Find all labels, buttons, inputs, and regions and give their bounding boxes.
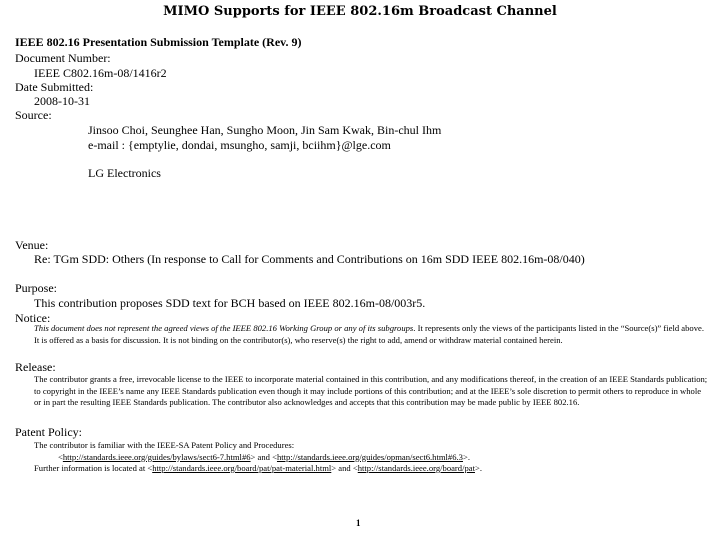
page-title: MIMO Supports for IEEE 802.16m Broadcast Channel <box>163 4 557 19</box>
release-label: Release: <box>15 360 56 374</box>
patent-policy-line2: <http://standards.ieee.org/guides/bylaws/sect6-7.html#6> and <http://standards.ieee.org/guides/opman/sect6.html#6.3>. <box>58 451 470 462</box>
source-label: Source: <box>15 108 52 122</box>
pat-board-link[interactable]: http://standards.ieee.org/board/pat <box>357 463 475 473</box>
source-organization: LG Electronics <box>88 166 161 180</box>
patent-policy-line1: The contributor is familiar with the IEEE-SA Patent Policy and Procedures: <box>34 440 295 450</box>
notice-italic-text: This document does not represent the agreed views of the IEEE 802.16 Working Group or any of its subgroups <box>34 323 414 333</box>
release-text: The contributor grants a free, irrevocable license to the IEEE to incorporate material contained in this contribution, and any modifications thereof, in the creation of an IEEE Standards publication; to copyright in the IEEE’s name any IEEE Standards publication even though it may include portions of this contribution; and at the IEEE’s sole discretion to permit others to reproduce in whole or in part the resulting IEEE Standards publication. The contributor also acknowledges and accepts that this contribution may be made public by IEEE 802.16. <box>34 374 708 407</box>
template-title: IEEE 802.16 Presentation Submission Template (Rev. 9) <box>15 35 302 49</box>
notice-rest-text: . It represents only the views of the participants listed in the “Source(s)” field above. It is offered as a basis for discussion. It is not binding on the contributor(s), who reserve(s) the right to add, amend or withdraw material contained herein. <box>34 323 704 345</box>
purpose-value: This contribution proposes SDD text for BCH based on IEEE 802.16m-08/003r5. <box>34 296 426 310</box>
purpose-label: Purpose: <box>15 281 57 295</box>
and-text-2: and <box>338 463 351 473</box>
document-number-label: Document Number: <box>15 51 111 65</box>
pat-material-link[interactable]: http://standards.ieee.org/board/pat/pat-material.html <box>152 463 332 473</box>
notice-text <box>34 323 706 346</box>
date-submitted-value: 2008-10-31 <box>34 94 90 108</box>
source-authors: Jinsoo Choi, Seunghee Han, Sungho Moon, Jin Sam Kwak, Bin-chul Ihm <box>88 123 442 137</box>
venue-label: Venue: <box>15 238 49 252</box>
further-info-text: Further information is located at <box>34 463 146 473</box>
patent-policy-text <box>34 440 706 475</box>
notice-label: Notice: <box>15 311 51 325</box>
source-email: e-mail : {emptylie, dondai, msungho, samji, bciihm}@lge.com <box>88 138 391 152</box>
bylaws-link[interactable]: http://standards.ieee.org/guides/bylaws/sect6-7.html#6 <box>62 451 251 462</box>
patent-policy-label: Patent Policy: <box>15 425 82 439</box>
patent-policy-line3: Further information is located at <http://standards.ieee.org/board/pat/pat-material.html> and <http://standards.ieee.org/board/pat>. <box>34 463 482 473</box>
venue-value: Re: TGm SDD: Others (In response to Call for Comments and Contributions on 16m SDD IEEE 802.16m-08/040) <box>34 252 585 266</box>
opman-link[interactable]: http://standards.ieee.org/guides/opman/sect6.html#6.3 <box>276 451 463 462</box>
document-number-value: IEEE C802.16m-08/1416r2 <box>34 66 167 80</box>
date-submitted-label: Date Submitted: <box>15 80 94 94</box>
and-text-1: and <box>257 451 270 462</box>
page-number: 1 <box>356 518 361 528</box>
